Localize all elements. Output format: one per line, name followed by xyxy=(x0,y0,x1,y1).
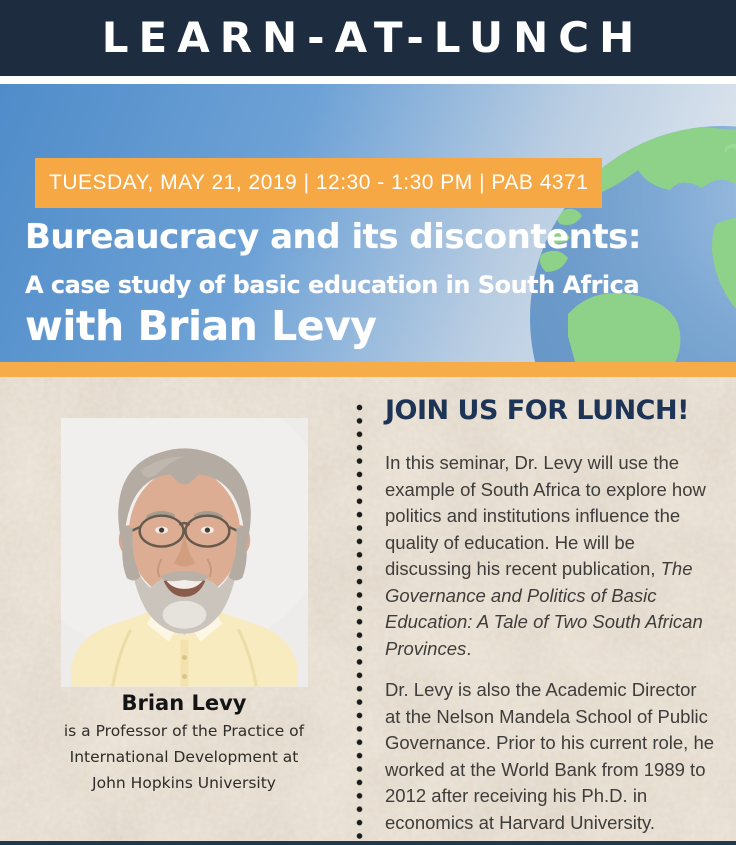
speaker-photo xyxy=(61,418,308,687)
speaker-bio: is a Professor of the Practice of International Development at John Hopkins University xyxy=(63,722,305,792)
content-section xyxy=(0,377,736,841)
hero-section xyxy=(0,84,736,362)
speaker-caption xyxy=(40,691,328,796)
seminar-paragraph: In this seminar, Dr. Levy will use the example of South Africa to explore how politics and institutions influence the quality of education. He will be discussing his recent publication, The Governance and Politics of Basic Education: A Tale of Two South African Provinces. xyxy=(385,452,706,659)
dotted-divider xyxy=(356,404,363,840)
lunch-heading: JOIN US FOR LUNCH! xyxy=(385,395,689,426)
bottom-bar xyxy=(0,841,736,845)
top-banner xyxy=(0,0,736,84)
speaker-portrait-illustration xyxy=(61,418,308,687)
event-speaker-line: with Brian Levy xyxy=(25,302,377,350)
banner-title: LEARN-AT-LUNCH xyxy=(101,13,645,62)
event-datetime-badge: TUESDAY, MAY 21, 2019 | 12:30 - 1:30 PM | PAB 4371 xyxy=(35,158,602,208)
event-subtitle: A case study of basic education in South Africa xyxy=(25,271,640,299)
speaker-figure xyxy=(40,377,328,796)
speaker-name: Brian Levy xyxy=(121,691,247,715)
description-column xyxy=(385,396,717,841)
event-title: Bureaucracy and its discontents: xyxy=(25,217,641,257)
bio-paragraph: Dr. Levy is also the Academic Director at the Nelson Mandela School of Public Governance. Prior to his current role, he worked at the World Bank from 1989 to 2012 after receiving his Ph.D. in economics at Harvard University. xyxy=(385,679,715,833)
orange-divider xyxy=(0,362,736,377)
